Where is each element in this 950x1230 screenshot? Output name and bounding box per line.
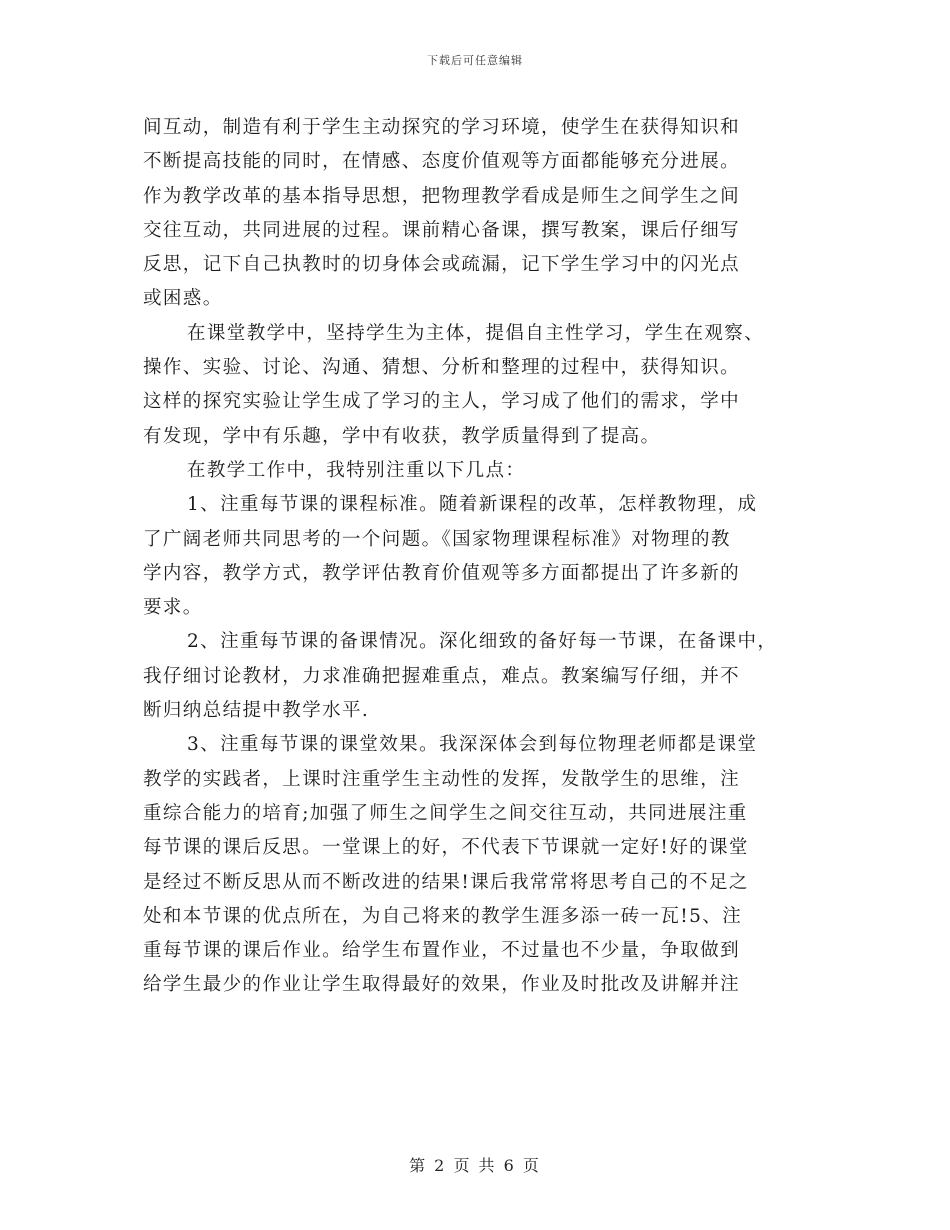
text-line: 交往互动，共同进展的过程。课前精心备课，撰写教案，课后仔细写 (143, 219, 741, 241)
page-footer: 第 2 页 共 6 页 (409, 1156, 541, 1175)
text-line: 我仔细讨论教材，力求准确把握难重点，难点。教案编写仔细，并不 (143, 665, 741, 687)
text-line: 重综合能力的培育;加强了师生之间学生之间交往互动，共同进展注重 (143, 802, 748, 824)
text-line: 作为教学改革的基本指导思想，把物理教学看成是师生之间学生之间 (143, 185, 741, 207)
text-line: 不断提高技能的同时，在情感、态度价值观等方面都能够充分进展。 (143, 151, 741, 173)
text-line: 给学生最少的作业让学生取得最好的效果，作业及时批改及讲解并注 (143, 974, 741, 996)
text-line: 2、注重每节课的备课情况。深化细致的备好每一节课，在备课中， (187, 631, 778, 653)
text-line: 操作、实验、讨论、沟通、猜想、分析和整理的过程中，获得知识。 (143, 357, 741, 379)
text-line: 这样的探究实验让学生成了学习的主人，学习成了他们的需求，学中 (143, 391, 741, 413)
text-line: 3、注重每节课的课堂效果。我深深体会到每位物理老师都是课堂 (187, 734, 758, 756)
page-header: 下载后可任意编辑 (427, 54, 523, 67)
text-line: 了广阔老师共同思考的一个问题。《国家物理课程标准》对物理的教 (143, 528, 731, 550)
text-line: 反思，记下自己执教时的切身体会或疏漏，记下学生学习中的闪光点 (143, 254, 741, 276)
text-line: 学内容，教学方式，教学评估教育价值观等多方面都提出了许多新的 (143, 562, 741, 584)
text-line: 或困惑。 (143, 288, 223, 310)
text-line: 间互动，制造有利于学生主动探究的学习环境，使学生在获得知识和 (143, 117, 741, 138)
text-line: 有发现，学中有乐趣，学中有收获，教学质量得到了提高。 (143, 425, 661, 447)
text-line: 重每节课的课后作业。给学生布置作业，不过量也不少量，争取做到 (143, 940, 741, 962)
text-line: 断归纳总结提中教学水平. (143, 700, 370, 722)
text-line: 1、注重每节课的课程标准。随着新课程的改革，怎样教物理，成 (187, 494, 758, 516)
text-line: 处和本节课的优点所在，为自己将来的教学生涯多添一砖一瓦!5、注 (143, 905, 743, 927)
text-line: 是经过不断反思从而不断改进的结果!课后我常常将思考自己的不足之 (143, 871, 749, 893)
document-body (143, 111, 811, 1003)
text-line: 教学的实践者，上课时注重学生主动性的发挥，发散学生的思维，注 (143, 768, 741, 790)
text-line: 要求。 (143, 597, 203, 619)
text-line: 每节课的课后反思。一堂课上的好，不代表下节课就一定好!好的课堂 (143, 837, 749, 859)
text-line: 在教学工作中，我特别注重以下几点： (187, 459, 526, 481)
text-line: 在课堂教学中，坚持学生为主体，提倡自主性学习，学生在观察、 (187, 322, 765, 344)
